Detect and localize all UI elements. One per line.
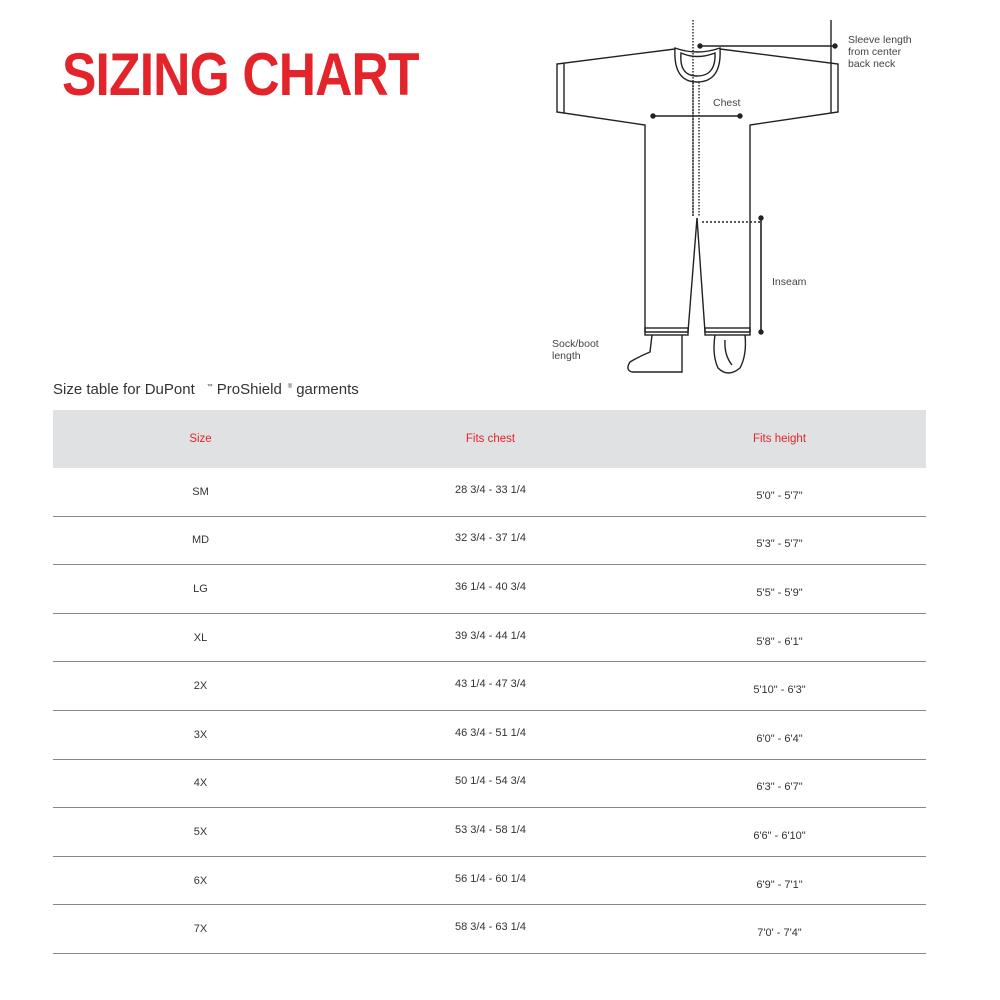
cell-chest: 46 3/4 - 51 1/4 (455, 726, 526, 739)
table-row (53, 857, 926, 906)
cell-height: 6'9" - 7'1" (756, 878, 803, 891)
cell-size: 2X (193, 680, 208, 693)
column-header-size: Size (189, 433, 212, 445)
table-row (53, 711, 926, 760)
page-title: SIZING CHART (62, 41, 419, 108)
cell-height: 5'8" - 6'1" (756, 635, 803, 648)
cell-chest: 43 1/4 - 47 3/4 (455, 678, 526, 691)
cell-height: 5'0" - 5'7" (756, 489, 803, 502)
size-table (53, 410, 926, 954)
cell-chest: 39 3/4 - 44 1/4 (455, 629, 526, 642)
inseam-label: Inseam (772, 276, 807, 288)
column-header-height: Fits height (752, 433, 807, 445)
cell-size: 6X (193, 874, 208, 887)
sock-boot-length-label (552, 338, 599, 362)
sleeve-length-label (848, 34, 912, 70)
cell-height: 5'10" - 6'3" (753, 684, 806, 697)
cell-chest: 58 3/4 - 63 1/4 (455, 921, 526, 934)
cell-size: 4X (193, 777, 208, 790)
coverall-illustration-icon (540, 20, 960, 380)
cell-chest: 28 3/4 - 33 1/4 (455, 483, 526, 496)
table-row (53, 614, 926, 663)
column-header-chest: Fits chest (465, 433, 516, 445)
cell-size: XL (193, 631, 208, 644)
table-row (53, 808, 926, 857)
cell-height: 6'6" - 6'10" (753, 829, 806, 842)
cell-height: 6'3" - 6'7" (756, 781, 803, 794)
coverall-diagram (540, 20, 960, 380)
cell-chest: 53 3/4 - 58 1/4 (455, 823, 526, 836)
cell-size: MD (191, 534, 210, 547)
cell-size: SM (192, 485, 209, 498)
table-header (53, 410, 926, 468)
cell-height: 5'3" - 5'7" (756, 538, 803, 551)
cell-chest: 32 3/4 - 37 1/4 (455, 532, 526, 545)
sock-label-line-2: length (552, 350, 581, 362)
chest-label: Chest (713, 97, 741, 109)
sock-label-line-1: Sock/boot (552, 338, 599, 350)
cell-size: 3X (193, 728, 208, 741)
cell-height: 6'0" - 6'4" (756, 732, 803, 745)
cell-chest: 50 1/4 - 54 3/4 (455, 775, 526, 788)
table-row (53, 662, 926, 711)
cell-size: LG (193, 582, 208, 595)
cell-chest: 36 1/4 - 40 3/4 (455, 580, 526, 593)
table-row (53, 905, 926, 954)
cell-chest: 56 1/4 - 60 1/4 (455, 872, 526, 885)
table-caption (53, 381, 359, 398)
cell-size: 7X (193, 923, 208, 936)
cell-size: 5X (193, 825, 208, 838)
trademark-symbol: ™ (206, 384, 213, 390)
table-row (53, 468, 926, 517)
sleeve-label-line-1: Sleeve length (848, 34, 912, 46)
sleeve-label-line-3: back neck (848, 58, 896, 70)
caption-brand: ProShield (216, 381, 282, 398)
sleeve-label-line-2: from center (848, 46, 902, 58)
table-row (53, 760, 926, 809)
caption-text-post: garments (296, 381, 359, 398)
table-row (53, 517, 926, 566)
cell-height: 7'0' - 7'4" (757, 927, 802, 940)
registered-symbol: ® (287, 384, 293, 390)
table-row (53, 565, 926, 614)
cell-height: 5'5" - 5'9" (756, 586, 803, 599)
caption-text-pre: Size table for DuPont (53, 381, 195, 398)
